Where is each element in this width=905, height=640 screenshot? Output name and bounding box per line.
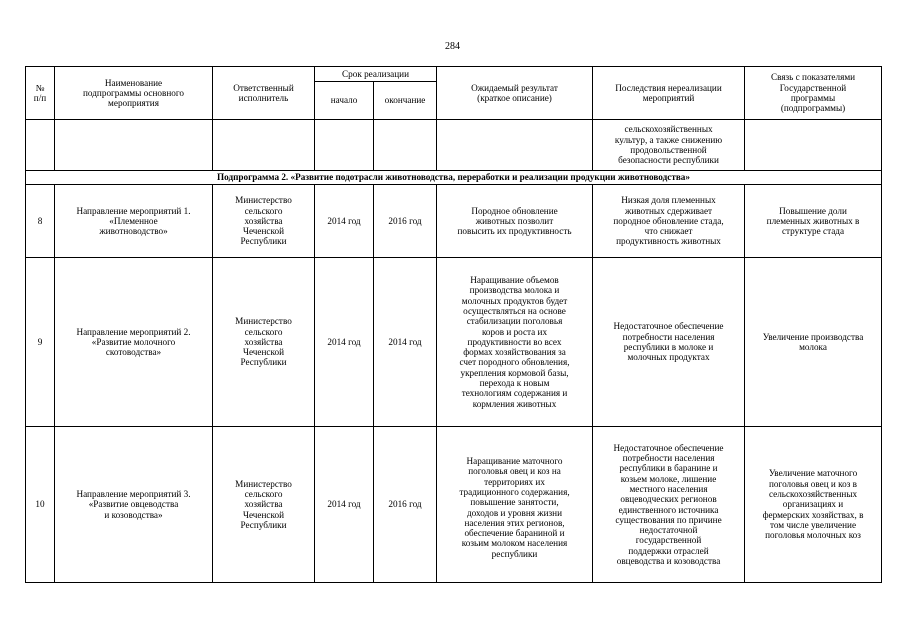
header-result: Ожидаемый результат (краткое описание) <box>437 67 593 120</box>
row-executor: Министерство сельского хозяйства Чеченской Республики <box>213 258 315 427</box>
row-consequences: Низкая доля племенных животных сдерживает породное обновление стада, что снижает продуктивность животных <box>593 185 745 258</box>
table-row <box>26 427 882 583</box>
row-result: Наращивание объемов производства молока и молочных продуктов будет осуществляться на основе стабилизации поголовья коров и роста их продуктивности во всех формах хозяйствования за счет породного обновления, укрепления кормовой базы, перехода к новым технологиям содержания и кормления животных <box>437 258 593 427</box>
row-end: 2016 год <box>374 427 437 583</box>
row-result: Породное обновление животных позволит повысить их продуктивность <box>437 185 593 258</box>
header-term: Срок реализации <box>315 67 437 82</box>
row-consequences: Недостаточное обеспечение потребности населения республики в баранине и козьем молоке, лишение местного населения овцеводческих регионов единственного источника существования по причине недостаточной государственной поддержки отраслей овцеводства и козоводства <box>593 427 745 583</box>
subprogram-row <box>26 171 882 185</box>
cont-link-cell <box>745 120 882 171</box>
header-num: № п/п <box>26 67 55 120</box>
continuation-row <box>26 120 882 171</box>
row-executor: Министерство сельского хозяйства Чеченской Республики <box>213 185 315 258</box>
row-name: Направление мероприятий 3. «Развитие овцеводства и козоводства» <box>55 427 213 583</box>
row-link: Увеличение производства молока <box>745 258 882 427</box>
cont-executor-cell <box>213 120 315 171</box>
table-row <box>26 185 882 258</box>
program-table <box>25 66 882 583</box>
header-executor: Ответственный исполнитель <box>213 67 315 120</box>
row-link: Увеличение маточного поголовья овец и коз в сельскохозяйственных организациях и фермерских хозяйствах, в том числе увеличение поголовья молочных коз <box>745 427 882 583</box>
header-name: Наименование подпрограммы основного мероприятия <box>55 67 213 120</box>
table-row <box>26 258 882 427</box>
header-consequences: Последствия нереализации мероприятий <box>593 67 745 120</box>
page-number: 284 <box>445 41 460 52</box>
header-link: Связь с показателями Государственной программы (подпрограммы) <box>745 67 882 120</box>
cont-start-cell <box>315 120 374 171</box>
row-end: 2014 год <box>374 258 437 427</box>
cont-end-cell <box>374 120 437 171</box>
subprogram-title: Подпрограмма 2. «Развитие подотрасли животноводства, переработки и реализации продукции животноводства» <box>26 171 882 185</box>
cont-name-cell <box>55 120 213 171</box>
row-num: 8 <box>26 185 55 258</box>
cont-consequences-cell: сельскохозяйственных культур, а также снижению продовольственной безопасности республики <box>593 120 745 171</box>
header-row <box>26 67 882 82</box>
cont-num-cell <box>26 120 55 171</box>
row-num: 10 <box>26 427 55 583</box>
row-start: 2014 год <box>315 258 374 427</box>
row-executor: Министерство сельского хозяйства Чеченской Республики <box>213 427 315 583</box>
row-start: 2014 год <box>315 185 374 258</box>
row-result: Наращивание маточного поголовья овец и коз на территориях их традиционного содержания, повышение занятости, доходов и уровня жизни населения этих регионов, обеспечение бараниной и козьим молоком населения республики <box>437 427 593 583</box>
row-start: 2014 год <box>315 427 374 583</box>
header-start: начало <box>315 82 374 120</box>
header-end: окончание <box>374 82 437 120</box>
row-name: Направление мероприятий 2. «Развитие молочного скотоводства» <box>55 258 213 427</box>
row-num: 9 <box>26 258 55 427</box>
row-consequences: Недостаточное обеспечение потребности населения республики в молоке и молочных продуктах <box>593 258 745 427</box>
row-end: 2016 год <box>374 185 437 258</box>
row-name: Направление мероприятий 1. «Племенное животноводство» <box>55 185 213 258</box>
cont-result-cell <box>437 120 593 171</box>
row-link: Повышение доли племенных животных в структуре стада <box>745 185 882 258</box>
